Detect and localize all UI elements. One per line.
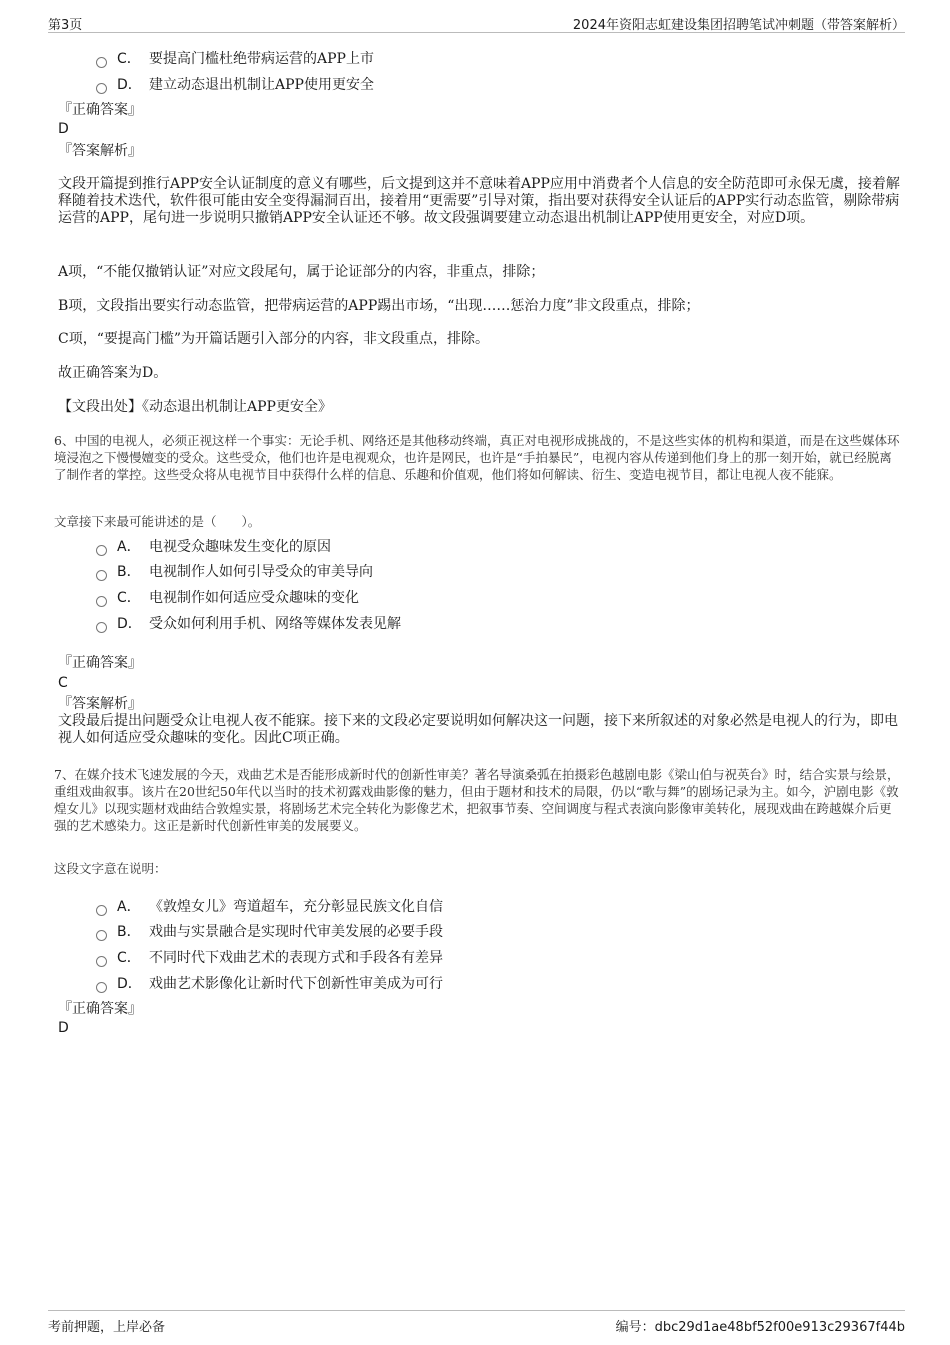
q5-answer-label: 『正确答案』 [58,102,142,118]
q5-analysis-a: A项，“不能仅撤销认证”对应文段尾句，属于论证部分的内容，非重点，排除； [58,264,545,280]
q6-option-c[interactable]: C． 电视制作如何适应受众趣味的变化 [96,587,359,607]
page-footer [48,1310,905,1335]
page-header [48,12,905,33]
q7-option-c[interactable]: C． 不同时代下戏曲艺术的表现方式和手段各有差异 [96,947,443,967]
footer-slogan: 考前押题，上岸必备 [48,1320,166,1335]
q7-question: 这段文字意在说明： [54,861,167,876]
q7-answer-label: 『正确答案』 [58,1001,142,1017]
q5-analysis-b: B项，文段指出要实行动态监管，把带病运营的APP踢出市场，“出现……惩治力度”非文段重点，排除； [58,298,700,314]
q5-analysis-main: 文段开篇提到推行APP安全认证制度的意义有哪些，后文提到这并不意味着APP应用中消费者个人信息的安全防范即可永保无虞，接着解释随着技术迭代，软件很可能由安全变得漏洞百出，接着用“更需要”引导对策，指出要对获得安全认证后的APP实行动态监管，剔除带病运营的APP，尾句进一步说明只撤销APP安全认证还不够。故文段强调要建立动态退出机制让APP使用更安全，对应D项。 [58,176,900,226]
radio-icon[interactable] [96,57,107,68]
q5-conclusion: 故正确答案为D。 [58,365,168,381]
radio-icon[interactable] [96,83,107,94]
document-id: 编号：dbc29d1ae48bf52f00e913c29367f44b [615,1320,905,1335]
q6-option-a[interactable]: A． 电视受众趣味发生变化的原因 [96,536,331,556]
q5-option-d[interactable]: D． 建立动态退出机制让APP使用更安全 [96,74,374,94]
q6-analysis-label: 『答案解析』 [58,696,142,712]
radio-icon[interactable] [96,570,107,581]
radio-icon[interactable] [96,956,107,967]
document-title: 2024年资阳志虹建设集团招聘笔试冲刺题（带答案解析） [572,18,905,33]
q6-stem: 6、中国的电视人，必须正视这样一个事实：无论手机、网络还是其他移动终端，真正对电视形成挑战的，不是这些实体的机构和渠道，而是在这些媒体环境浸泡之下慢慢嬗变的受众。这些受众，他们也许是电视观众，也许是网民，也许是“手拍暴民”，电视内容从传递到他们身上的那一刻开始，就已经脱离了制作者的掌控。这些受众将从电视节目中获得什么样的信息、乐趣和价值观，他们将如何解读、衍生、变造电视节目，都让电视人夜不能寐。 [54,433,900,482]
q7-option-d[interactable]: D． 戏曲艺术影像化让新时代下创新性审美成为可行 [96,973,443,993]
q7-option-b[interactable]: B． 戏曲与实景融合是实现时代审美发展的必要手段 [96,921,443,941]
q7-stem: 7、在媒介技术飞速发展的今天，戏曲艺术是否能形成新时代的创新性审美？著名导演桑弧在拍摄彩色越剧电影《梁山伯与祝英台》时，结合实景与绘景，重组戏曲叙事。该片在20世纪50年代以当时的技术初露戏曲影像的魅力，但由于题材和技术的局限，仍以“歌与舞”的剧场记录为主。如今，沪剧电影《敦煌女儿》以现实题材戏曲结合敦煌实景，将剧场艺术完全转化为影像艺术，把叙事节奏、空间调度与程式表演向影像审美转化，展现戏曲在跨越媒介后更强的艺术感染力。这正是新时代创新性审美的发展要义。 [54,767,900,833]
radio-icon[interactable] [96,545,107,556]
q5-source: 【文段出处】《动态退出机制让APP更安全》 [58,399,332,415]
radio-icon[interactable] [96,930,107,941]
q6-answer: C [58,675,68,691]
q7-option-a[interactable]: A． 《敦煌女儿》弯道超车，充分彰显民族文化自信 [96,896,443,916]
radio-icon[interactable] [96,622,107,633]
q6-option-b[interactable]: B． 电视制作人如何引导受众的审美导向 [96,561,373,581]
q5-analysis-label: 『答案解析』 [58,143,142,159]
q6-answer-label: 『正确答案』 [58,655,142,671]
q5-option-c[interactable]: C． 要提高门槛杜绝带病运营的APP上市 [96,48,374,68]
q5-answer: D [58,121,69,137]
q6-analysis: 文段最后提出问题受众让电视人夜不能寐。接下来的文段必定要说明如何解决这一问题，接下来所叙述的对象必然是电视人的行为，即电视人如何适应受众趣味的变化。因此C项正确。 [58,713,898,746]
q5-analysis-c: C项，“要提高门槛”为开篇话题引入部分的内容，非文段重点，排除。 [58,331,490,347]
radio-icon[interactable] [96,905,107,916]
radio-icon[interactable] [96,596,107,607]
q7-answer: D [58,1020,69,1036]
radio-icon[interactable] [96,982,107,993]
q6-option-d[interactable]: D． 受众如何利用手机、网络等媒体发表见解 [96,613,401,633]
page-number: 第3页 [48,18,83,33]
q6-question: 文章接下来最可能讲述的是（ ）。 [54,514,261,529]
